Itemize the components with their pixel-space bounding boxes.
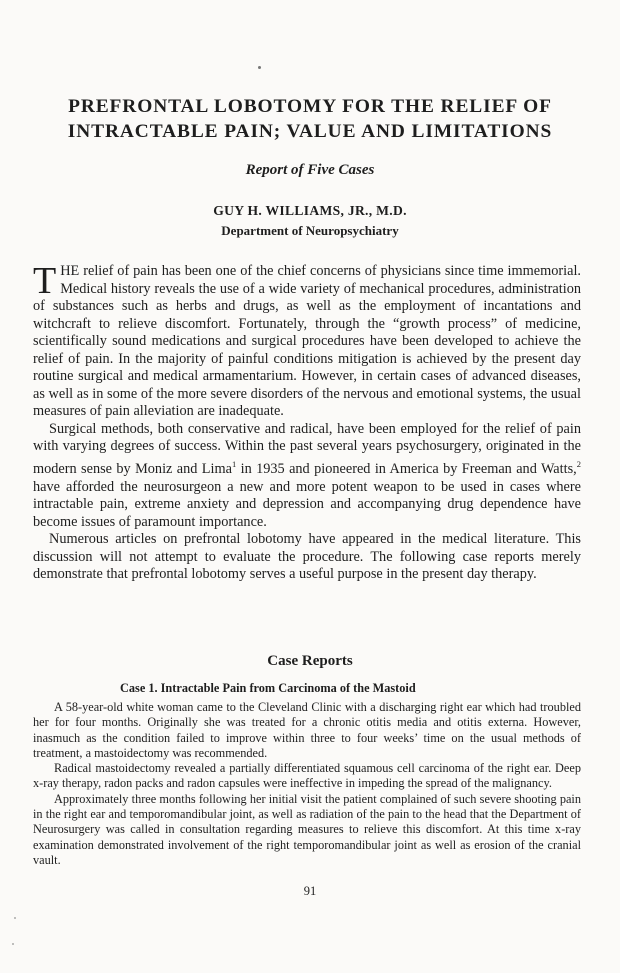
intro-paragraph <box>33 421 581 531</box>
paragraph-text: HE relief of pain has been one of the chief concerns of physicians since time immemorial. Medical history reveals the use of a wide variety of mechanical procedures, administration of substances such as herbs and drugs, as well as the employment of incantations and witchcraft to relieve discomfort. Fortunately, through the “growth process” of medicine, scientifically sound medications and surgical procedures have been developed to achieve the relief of pain. In the majority of painful conditions mitigation is achieved by the present day routine surgical and medical armamentarium. However, in certain cases of advanced diseases, as well as in some of the more severe disorders of the nervous and emotional systems, the usual measures of pain alleviation are inadequate. <box>33 263 581 420</box>
section-heading: Case Reports <box>267 653 353 669</box>
paragraph-text: in 1935 and pioneered in America by Freeman and Watts, <box>236 461 577 478</box>
author-name: GUY H. WILLIAMS, JR., M.D. <box>213 203 407 218</box>
case-1-body <box>33 700 581 868</box>
intro-paragraph <box>33 260 581 421</box>
article-title <box>30 94 590 144</box>
intro-paragraph: Numerous articles on prefrontal lobotomy have appeared in the medical literature. This discussion will not attempt to evaluate the procedure. The following case reports merely demonstrate that prefrontal lobotomy serves a useful purpose in the present day therapy. <box>33 531 581 583</box>
case-paragraph: Approximately three months following her initial visit the patient complained of such severe shooting pain in the right ear and temporomandibular joint, as well as radiation of the pain to the head that the Department of Neurosurgery was called in consultation regarding measures to relieve this discomfort. At this time x-ray examination demonstrated involvement of the right temporomandibular joint as well as erosion of the cranial vault. <box>33 791 581 867</box>
reference-superscript: 2 <box>576 459 581 470</box>
scan-speck <box>12 943 14 945</box>
title-line: PREFRONTAL LOBOTOMY FOR THE RELIEF OF <box>68 96 552 117</box>
reference-superscript: 1 <box>231 459 237 470</box>
case-heading: Case 1. Intractable Pain from Carcinoma of the Mastoid <box>120 681 416 695</box>
title-line: INTRACTABLE PAIN; VALUE AND LIMITATIONS <box>67 121 553 142</box>
case-paragraph: Radical mastoidectomy revealed a partially differentiated squamous cell carcinoma of the right ear. Deep x-ray therapy, radon packs and radon capsules were ineffective in impeding the spread of the malignancy. <box>33 761 581 791</box>
case-paragraph: A 58-year-old white woman came to the Cleveland Clinic with a discharging right ear which had troubled her for four months. Originally she was treated for a chronic otitis media and otitis externa. However, inasmuch as the condition failed to improve within three to four weeks’ time on the usual methods of treatment, a mastoidectomy was recommended. <box>33 700 581 760</box>
paragraph-text: Surgical methods, both conservative and radical, have been employed for the relief of pain with varying degrees of success. Within the past several years psychosurgery, originated in the modern sense by Moniz and Lima <box>33 420 581 478</box>
introduction <box>33 260 581 584</box>
scan-speck <box>258 66 261 69</box>
page-number: 91 <box>303 884 317 898</box>
author-department: Department of Neuropsychiatry <box>221 223 399 238</box>
scan-speck <box>14 917 16 919</box>
drop-cap: T <box>33 260 57 302</box>
paragraph-text: have afforded the neurosurgeon a new and more potent weapon to be used in cases where intractable pain, extreme anxiety and depression and accompanying drug dependence have become issues of paramount importance. <box>33 478 581 530</box>
article-subtitle: Report of Five Cases <box>245 162 375 178</box>
